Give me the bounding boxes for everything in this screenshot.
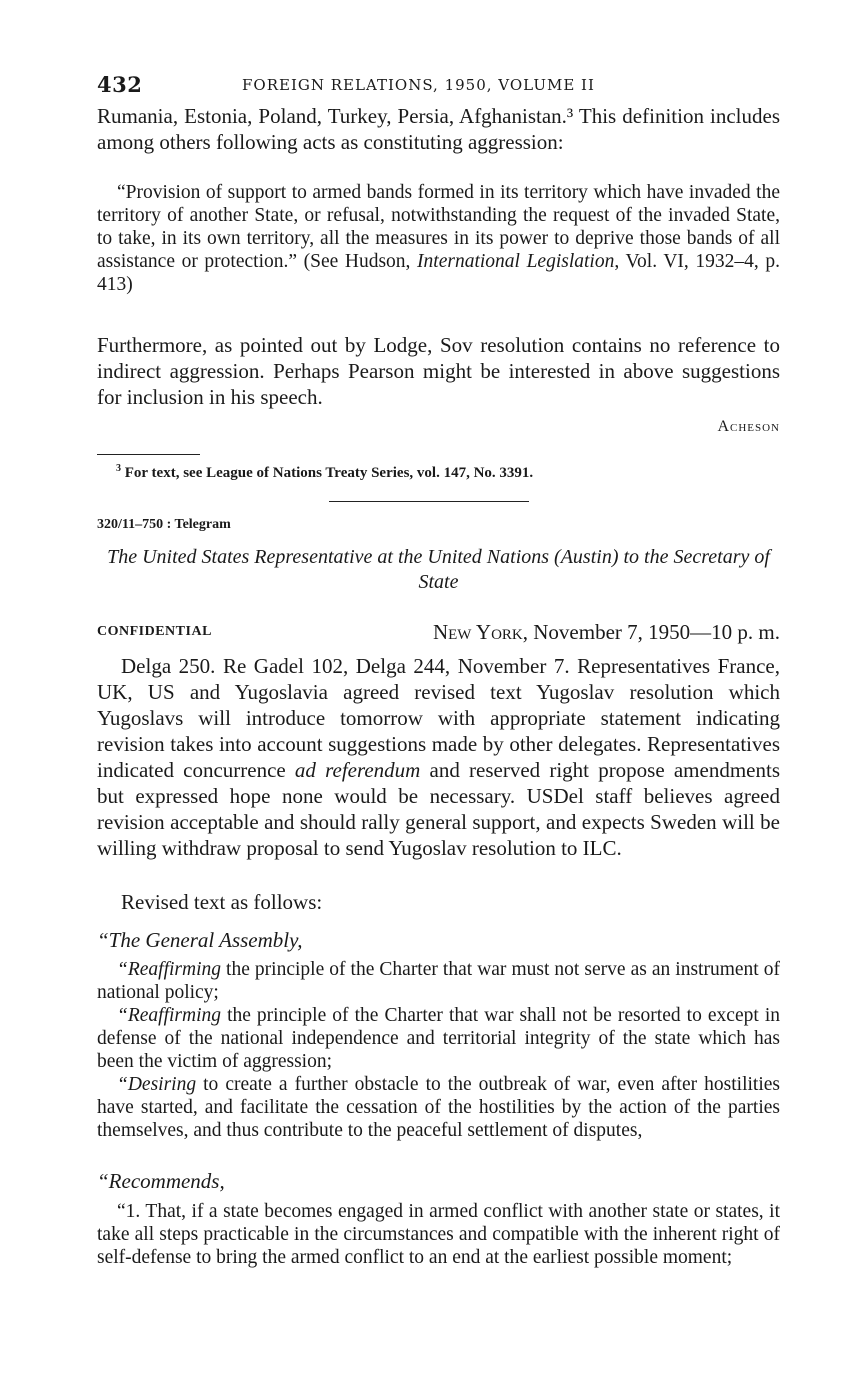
footnote-text: For text, see League of Nations Treaty Series, vol. 147, No. 3391.: [124, 465, 534, 481]
delga-text-2: and reserved right propose amendments but expressed hope none would be necessary. USDel staff believes agreed revision acceptable and should rally general support, and expects Sweden will be willing withdraw proposal to send Yugoslav resolution to ILC.: [97, 758, 780, 860]
delga-text-1: Delga 250. Re Gadel 102, Delga 244, November 7. Representatives France, UK, US and Yugoslavia agreed revised text Yugoslav resolution which Yugoslavs will introduce tomorrow with appropriate statement indicating revision takes into account suggestions made by other delegates. Representatives indicated concurrence: [97, 654, 780, 782]
document-title: The United States Representative at the United Nations (Austin) to the Secretary of State: [107, 546, 770, 593]
section-divider: [329, 501, 529, 502]
clause-3: [97, 1073, 780, 1142]
quote-citation: , Vol. VI, 1932–4, p. 413): [97, 251, 780, 295]
block-quote: [97, 181, 780, 296]
clause-2-verb: “Reaffirming: [117, 1005, 222, 1026]
footnote-rule: [97, 454, 200, 455]
quote-citation-title: International Legislation: [417, 251, 615, 272]
document-file-id: 320/11–750 : Telegram: [97, 517, 231, 532]
date-time: , November 7, 1950—10 p. m.: [522, 620, 780, 644]
recommends-heading: “Recommends,: [97, 1169, 225, 1193]
recommendation-item-1: “1. That, if a state becomes engaged in armed conflict with another state or states, it take all steps practicable in the circumstances and compatible with the inherent right of self-defense to bring the armed conflict to an end at the earliest possible moment;: [97, 1201, 780, 1268]
running-title: FOREIGN RELATIONS, 1950, VOLUME II: [242, 76, 595, 94]
page-number: 432: [97, 72, 143, 97]
clause-2: [97, 1004, 780, 1073]
paragraph-continuation: Rumania, Estonia, Poland, Turkey, Persia, Afghanistan.³ This definition includes among others following acts as constituting aggression:: [97, 104, 780, 154]
classification: CONFIDENTIAL: [97, 624, 212, 639]
ga-heading: “The General Assembly,: [97, 928, 303, 952]
footnote-marker: 3: [116, 463, 121, 474]
preamble-clauses: [97, 958, 780, 1142]
ad-referendum: ad referendum: [294, 758, 421, 782]
place: New York: [432, 620, 523, 644]
clause-1-text: the principle of the Charter that war must not serve as an instrument of national policy;: [97, 959, 780, 1003]
clause-1: [97, 958, 780, 1004]
clause-2-text: the principle of the Charter that war shall not be resorted to except in defense of the national independence and territorial integrity of the state which has been the victim of aggression;: [97, 1005, 780, 1072]
paragraph-revised-text: Revised text as follows:: [121, 890, 323, 914]
paragraph-delga: [97, 653, 780, 861]
paragraph-lodge: Furthermore, as pointed out by Lodge, Sov resolution contains no reference to indirect aggression. Perhaps Pearson might be interested in above suggestions for inclusion in his speech.: [97, 333, 780, 409]
footnote: [116, 463, 776, 482]
clause-1-verb: “Reaffirming: [117, 959, 222, 980]
dateline: [433, 620, 780, 645]
clause-3-verb: “Desiring: [117, 1074, 197, 1095]
signature: Acheson: [717, 418, 780, 435]
clause-3-text: to create a further obstacle to the outbreak of war, even after hostilities have started, and facilitate the cessation of the hostilities by the action of the parties themselves, and thus contribute to the peaceful settlement of disputes,: [97, 1074, 780, 1141]
quote-text: “Provision of support to armed bands formed in its territory which have invaded the territory of another State, or refusal, notwithstanding the request of the invaded State, to take, in its own territory, all the measures in its power to deprive those bands of all assistance or protection.” (See Hudson,: [97, 182, 780, 272]
